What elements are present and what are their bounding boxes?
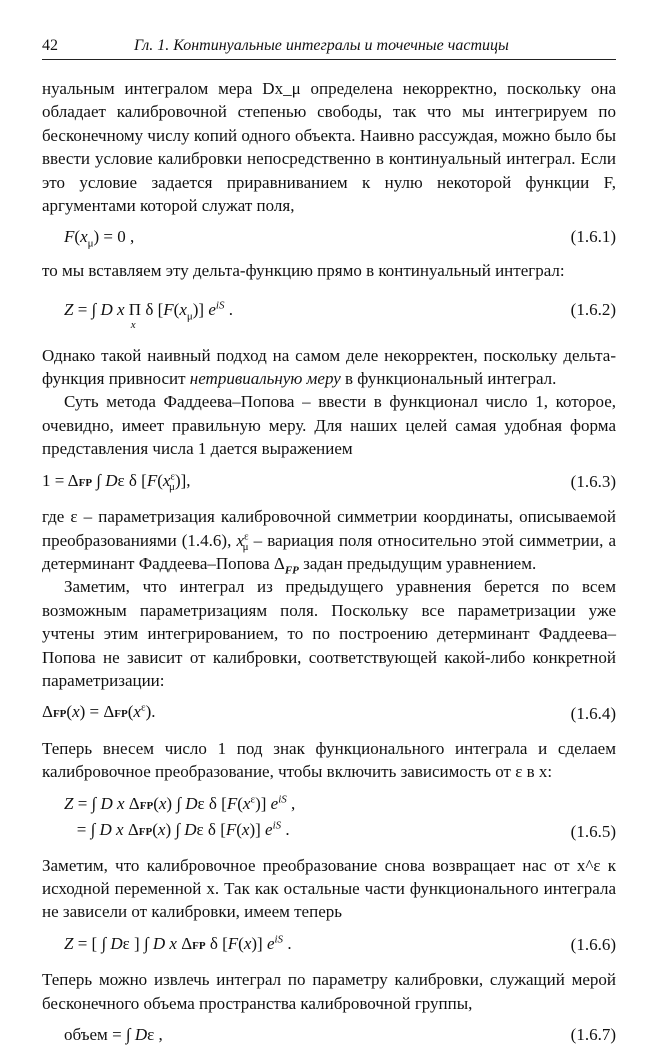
- equation-body: $\Delta FP(x) = \Delta FP(x^\varepsilon)$.: [42, 701, 156, 722]
- equation-1-6-4: [42, 700, 616, 726]
- running-header: [42, 34, 616, 60]
- equation-1-6-3: [42, 469, 616, 495]
- paragraph: где ε – параметризация калибровочной симметрии координаты, описываемой преобразованиями (1.4.6), $x^\varepsilon_\mu$ – вариация поля относительно этой симметрии, а детерминант Фаддеева–Попова $\Delta_{FP}$ задан предыдущим уравнением.: [42, 507, 617, 577]
- equation-body: Z = ∫ D x Π x δ $[F(x_\mu)]$ $e^{iS}$ .: [64, 299, 233, 332]
- paragraph: Заметим, что интеграл из предыдущего уравнения берется по всем возможным параметризациям поля. Поскольку все параметризации уже учтены этим интегрированием, то по построению детерминант Фаддеева–Попова не зависит от калибровки, соответствующей какой-либо конкретной параметризации:: [42, 577, 616, 690]
- page: [42, 34, 616, 1056]
- paragraph: Заметим, что калибровочное преобразование снова возвращает нас от x^ε к исходной переменной x. Так как остальные части функционального интеграла не зависели от калибровки, имеем теперь: [42, 855, 616, 922]
- equation-1-6-2: [42, 298, 616, 332]
- equation-number: (1.6.5): [570, 822, 616, 842]
- equation-1-6-1: [42, 225, 616, 248]
- equation-1-6-7: [42, 1023, 616, 1046]
- paragraph: Теперь можно извлечь интеграл по параметру калибровки, служащий мерой бесконечного объема пространства калибровочной группы,: [42, 970, 616, 1013]
- paragraph: Суть метода Фаддеева–Попова – ввести в функционал число 1, которое, очевидно, имеет правильную меру. Для наших целей самая удобная форма представления числа 1 дается выражением: [42, 392, 616, 459]
- body-text: [42, 77, 616, 1046]
- equation-number: (1.6.1): [570, 227, 616, 247]
- equation-1-6-5: [42, 792, 616, 844]
- paragraph: то мы вставляем эту дельта-функцию прямо в континуальный интеграл:: [42, 260, 565, 280]
- equation-body: Z = ∫ D x ΔFP(x) ∫ Dε δ $[F(x^\varepsilon)]$ $e^{iS}$ , = ∫ D x ΔFP(x) ∫ Dε δ [F(x)] $e^{iS}$ .: [64, 792, 296, 839]
- equation-number: (1.6.6): [570, 935, 616, 955]
- paragraph: Однако такой наивный подход на самом деле некорректен, поскольку дельта-функция привносит нетривиальную меру в функциональный интеграл.: [42, 345, 616, 389]
- equation-number: (1.6.4): [570, 703, 616, 723]
- equation-body: 1 = ΔFP ∫ Dε δ $[F(x^\varepsilon_\mu)]$,: [42, 470, 191, 494]
- equation-number: (1.6.2): [570, 300, 616, 320]
- equation-body: $F(x_\mu) = 0$ ,: [64, 227, 135, 250]
- equation-body: объем = ∫ Dε ,: [64, 1025, 163, 1044]
- page-number: 42: [42, 37, 58, 54]
- emphasis: нетривиальную меру: [189, 369, 341, 389]
- running-title: Гл. 1. Континуальные интегралы и точечные частицы: [134, 37, 509, 54]
- equation-number: (1.6.7): [570, 1025, 616, 1044]
- paragraph: нуальным интегралом мера Dx_μ определена некорректно, поскольку она обладает калибровочной степенью свободы, так что мы интегрируем по бесконечному числу копий одного объекта. Наивно рассуждая, можно было бы ввести условие калибровки непосредственно в континуальный интеграл. Если это условие задается приравниванием к нулю некоторой функции F, аргументами которой служат поля,: [42, 79, 616, 216]
- equation-body: Z = [ ∫ Dε ] ∫ D x ΔFP δ [F(x)] $e^{iS}$ .: [64, 933, 292, 953]
- equation-1-6-6: [42, 932, 616, 958]
- equation-number: (1.6.3): [570, 472, 616, 492]
- paragraph: Теперь внесем число 1 под знак функционального интеграла и сделаем калибровочное преобразование, чтобы включить зависимость от ε в x:: [42, 738, 616, 782]
